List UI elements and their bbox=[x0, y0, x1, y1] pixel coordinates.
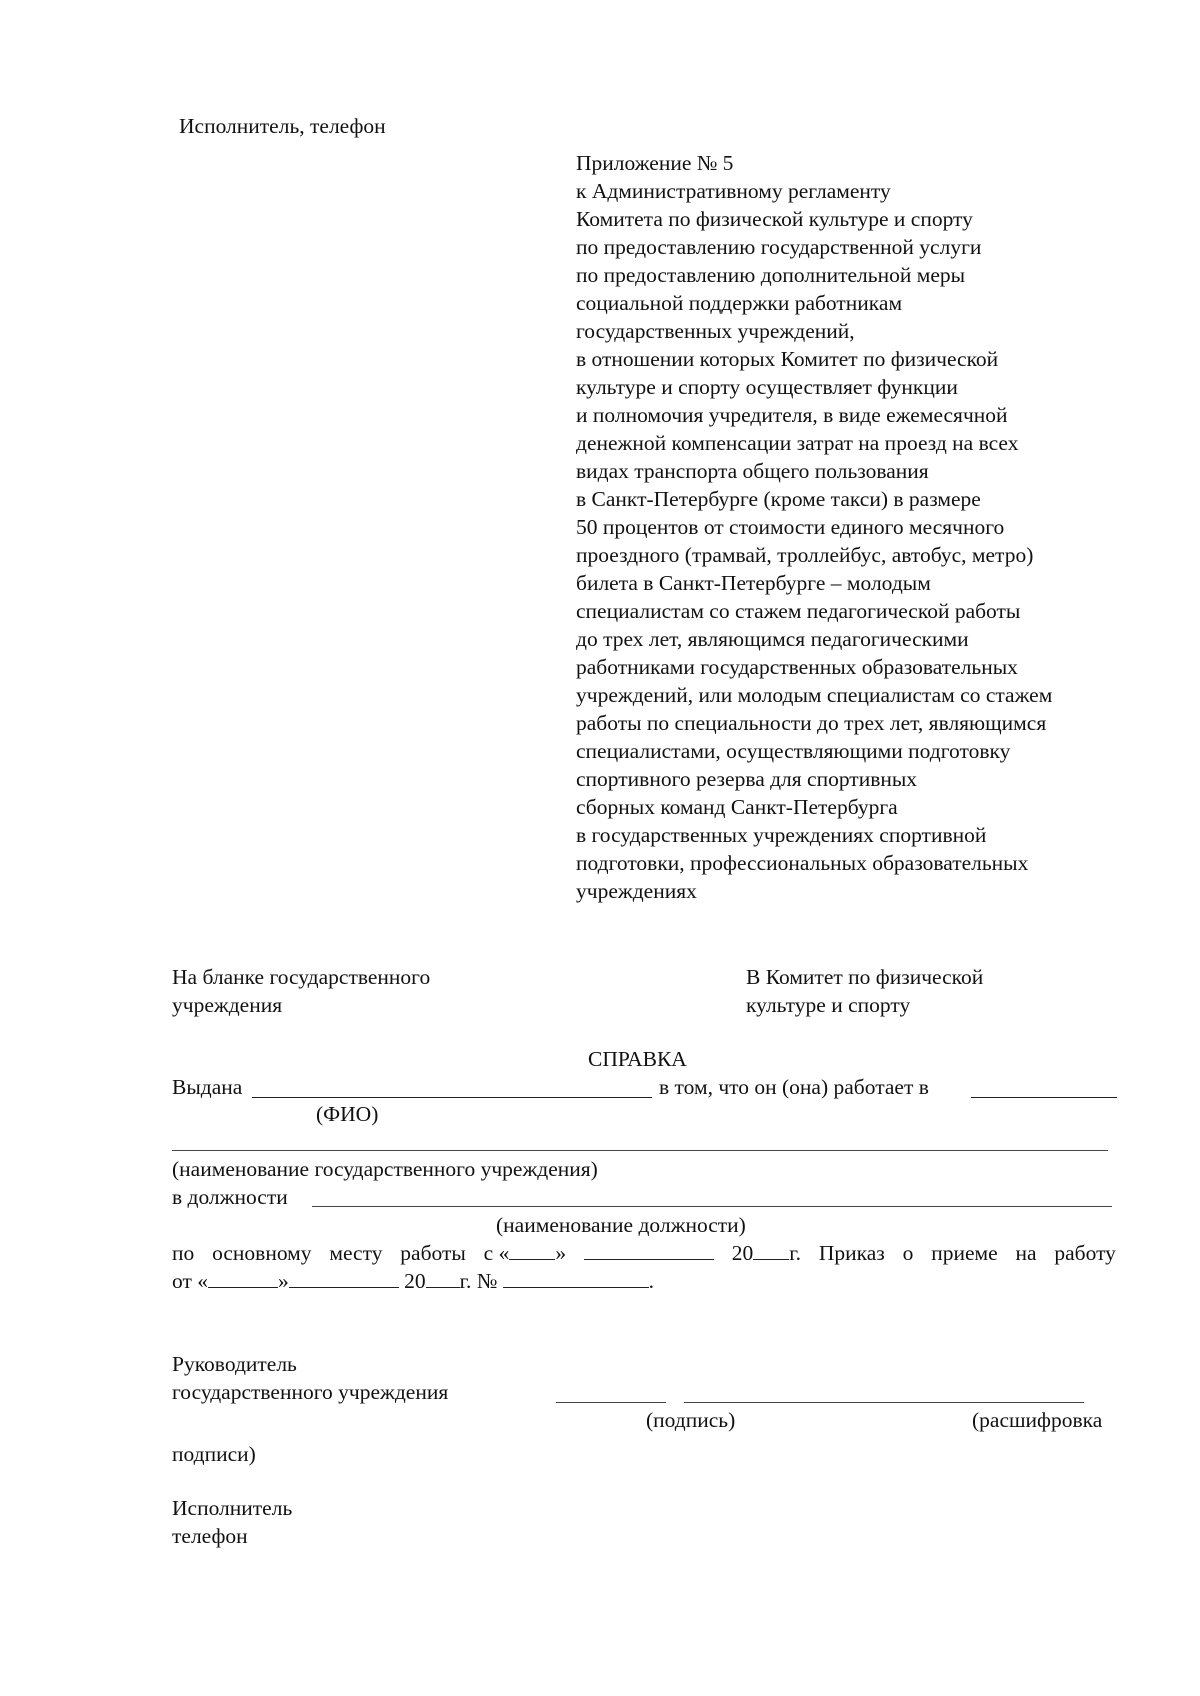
appendix-line: до трех лет, являющимся педагогическими bbox=[576, 627, 969, 651]
order-month-blank[interactable] bbox=[289, 1267, 399, 1288]
appendix-line: 50 процентов от стоимости единого месячного bbox=[576, 515, 1005, 539]
employment-start-date: с « » bbox=[483, 1241, 567, 1265]
institution-caption: (наименование государственного учреждения) bbox=[172, 1157, 598, 1181]
document-title: СПРАВКА bbox=[588, 1047, 687, 1071]
employment-word: месту bbox=[329, 1241, 383, 1265]
appendix-line: и полномочия учредителя, в виде ежемесячной bbox=[576, 403, 1008, 427]
appendix-line: специалистам со стажем педагогической работы bbox=[576, 599, 1021, 623]
appendix-line: по предоставлению государственной услуги bbox=[576, 235, 982, 259]
order-number-blank[interactable] bbox=[503, 1267, 649, 1288]
appendix-line: государственных учреждений, bbox=[576, 319, 855, 343]
letterhead-line-2: учреждения bbox=[172, 993, 283, 1017]
order-day-blank[interactable] bbox=[208, 1267, 278, 1288]
position-blank[interactable] bbox=[312, 1206, 1112, 1207]
issued-label: Выдана bbox=[172, 1075, 243, 1099]
addressee-line-1: В Комитет по физической bbox=[746, 965, 984, 989]
position-label: в должности bbox=[172, 1185, 288, 1209]
fio-caption: (ФИО) bbox=[316, 1102, 379, 1126]
appendix-line: к Административному регламенту bbox=[576, 179, 891, 203]
employment-word: основному bbox=[212, 1241, 312, 1265]
appendix-line: работы по специальности до трех лет, являющимся bbox=[576, 711, 1047, 735]
appendix-line: Приложение № 5 bbox=[576, 151, 734, 175]
issued-middle-text: в том, что он (она) работает в bbox=[659, 1075, 929, 1099]
appendix-line: по предоставлению дополнительной меры bbox=[576, 263, 966, 287]
addressee-line-2: культуре и спорту bbox=[746, 993, 911, 1017]
appendix-line: сборных команд Санкт-Петербурга bbox=[576, 795, 898, 819]
institution-blank[interactable] bbox=[172, 1150, 1108, 1151]
employment-line bbox=[172, 1239, 1116, 1267]
letterhead-line-1: На бланке государственного bbox=[172, 965, 431, 989]
top-executor-label: Исполнитель, телефон bbox=[179, 114, 386, 138]
year-blank[interactable] bbox=[753, 1239, 789, 1260]
institution-blank-short[interactable] bbox=[971, 1097, 1117, 1098]
appendix-line: специалистами, осуществляющими подготовку bbox=[576, 739, 1011, 763]
employment-year: 20 г. bbox=[731, 1241, 802, 1265]
employment-word: приеме bbox=[931, 1241, 998, 1265]
appendix-line: учреждениях bbox=[576, 879, 697, 903]
signature-decipher-blank[interactable] bbox=[684, 1402, 1084, 1403]
appendix-line: проездного (трамвай, троллейбус, автобус, метро) bbox=[576, 543, 1034, 567]
employment-word: работу bbox=[1054, 1241, 1116, 1265]
order-line: от « » 20 г. № . bbox=[172, 1269, 655, 1293]
appendix-line: спортивного резерва для спортивных bbox=[576, 767, 918, 791]
appendix-line: Комитета по физической культуре и спорту bbox=[576, 207, 973, 231]
decipher-caption-1: (расшифровка bbox=[972, 1408, 1103, 1432]
appendix-line: социальной поддержки работникам bbox=[576, 291, 903, 315]
executor-line-2: телефон bbox=[172, 1524, 248, 1548]
employment-word: по bbox=[172, 1241, 195, 1265]
appendix-line: денежной компенсации затрат на проезд на всех bbox=[576, 431, 1019, 455]
appendix-line: работниками государственных образовательных bbox=[576, 655, 1018, 679]
head-line-1: Руководитель bbox=[172, 1352, 297, 1376]
order-year-blank[interactable] bbox=[426, 1267, 460, 1288]
appendix-line: учреждений, или молодым специалистам со стажем bbox=[576, 683, 1053, 707]
appendix-line: в Санкт-Петербурге (кроме такси) в размере bbox=[576, 487, 981, 511]
appendix-line: в отношении которых Комитет по физической bbox=[576, 347, 999, 371]
month-blank[interactable] bbox=[584, 1239, 714, 1260]
appendix-line: подготовки, профессиональных образовательных bbox=[576, 851, 1029, 875]
position-caption: (наименование должности) bbox=[496, 1213, 746, 1237]
employment-word: работы bbox=[400, 1241, 466, 1265]
appendix-line: в государственных учреждениях спортивной bbox=[576, 823, 987, 847]
fio-blank[interactable] bbox=[252, 1097, 652, 1098]
appendix-line: билета в Санкт-Петербурге – молодым bbox=[576, 571, 931, 595]
executor-line-1: Исполнитель bbox=[172, 1496, 293, 1520]
appendix-block bbox=[576, 149, 1052, 905]
signature-caption: (подпись) bbox=[646, 1408, 736, 1432]
head-line-2: государственного учреждения bbox=[172, 1380, 449, 1404]
employment-word: Приказ bbox=[818, 1241, 885, 1265]
signature-blank[interactable] bbox=[556, 1402, 666, 1403]
decipher-caption-2: подписи) bbox=[172, 1442, 256, 1466]
employment-word: на bbox=[1015, 1241, 1037, 1265]
employment-word: о bbox=[902, 1241, 914, 1265]
appendix-line: культуре и спорту осуществляет функции bbox=[576, 375, 958, 399]
day-blank[interactable] bbox=[509, 1239, 555, 1260]
appendix-line: видах транспорта общего пользования bbox=[576, 459, 929, 483]
